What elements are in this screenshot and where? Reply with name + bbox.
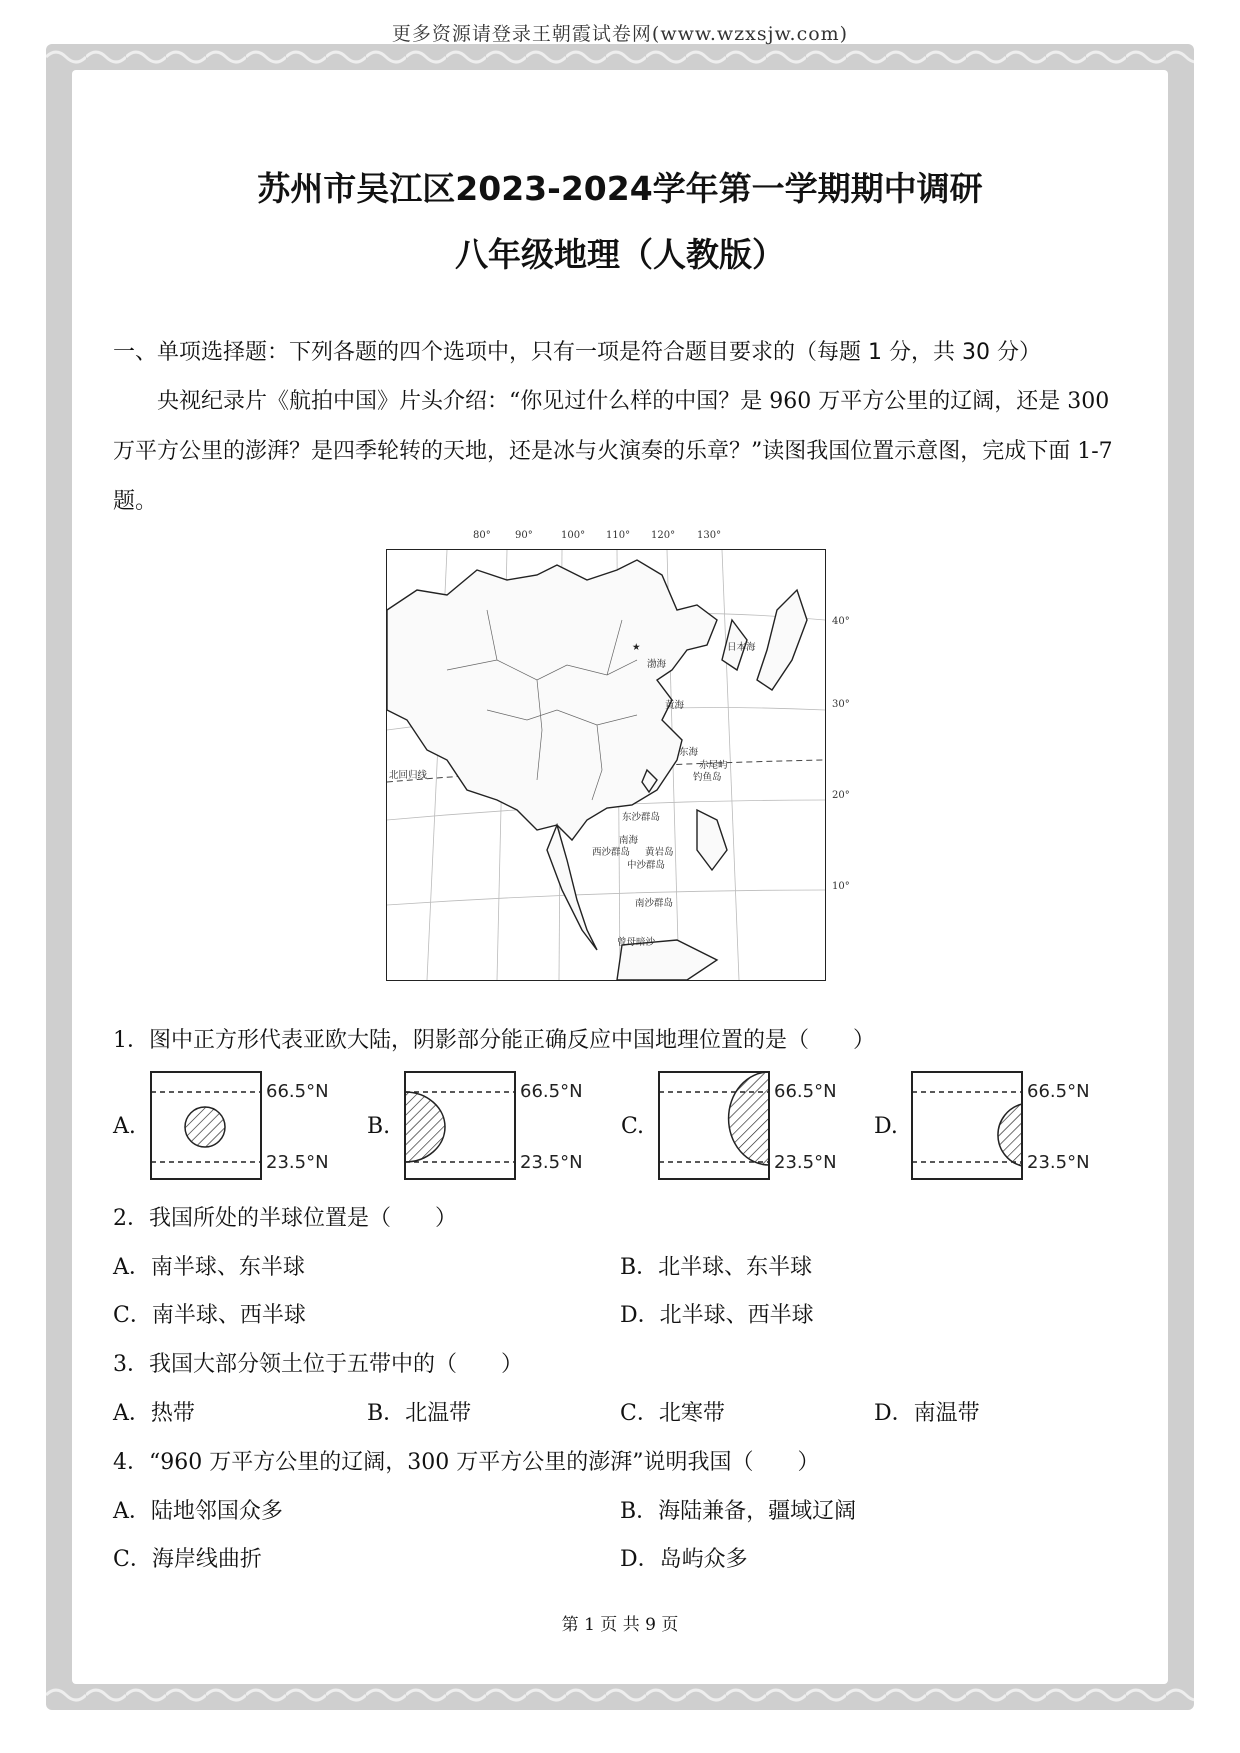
- q3-option-c[interactable]: C．北寒带: [620, 1401, 725, 1426]
- longitude-label: 130°: [697, 530, 722, 541]
- q4-option-d[interactable]: D．岛屿众多: [620, 1547, 748, 1572]
- q3-option-a[interactable]: A．热带: [113, 1401, 195, 1426]
- lat-bottom-label: 23.5°N: [266, 1152, 329, 1173]
- svg-text:钓鱼岛: 钓鱼岛: [693, 772, 722, 783]
- option-b-diagram: [405, 1072, 515, 1179]
- question-4-stem: 4．“960 万平方公里的辽阔，300 万平方公里的澎湃”说明我国（ ）: [113, 1450, 820, 1475]
- section-heading: 一、单项选择题：下列各题的四个选项中，只有一项是符合题目要求的（每题 1 分，共 30 分）: [113, 340, 1041, 365]
- exam-title: 苏州市吴江区2023-2024学年第一学期期中调研: [257, 169, 983, 208]
- svg-text:★: ★: [632, 642, 641, 653]
- lat-top-label: 66.5°N: [1027, 1081, 1090, 1102]
- option-b-label[interactable]: B.: [367, 1114, 391, 1139]
- svg-text:日本海: 日本海: [727, 642, 756, 653]
- lat-bottom-label: 23.5°N: [774, 1152, 837, 1173]
- latitude-label: 20°: [832, 790, 850, 801]
- lat-top-label: 66.5°N: [774, 1081, 837, 1102]
- svg-text:东沙群岛: 东沙群岛: [622, 812, 661, 823]
- svg-text:渤海: 渤海: [647, 659, 667, 670]
- longitude-label: 80°: [473, 530, 491, 541]
- q2-option-d[interactable]: D．北半球、西半球: [620, 1303, 814, 1328]
- latitude-label: 10°: [832, 881, 850, 892]
- option-a-diagram: [151, 1072, 261, 1179]
- svg-text:黄岩岛: 黄岩岛: [645, 847, 674, 858]
- page-number-footer: 第 1 页 共 9 页: [561, 1615, 679, 1635]
- q2-option-b[interactable]: B．北半球、东半球: [620, 1255, 813, 1280]
- svg-text:中沙群岛: 中沙群岛: [627, 860, 666, 871]
- longitude-label: 110°: [606, 530, 631, 541]
- source-banner: 更多资源请登录王朝霞试卷网(www.wzxsjw.com): [391, 23, 849, 45]
- lat-bottom-label: 23.5°N: [1027, 1152, 1090, 1173]
- svg-text:曾母暗沙: 曾母暗沙: [617, 937, 656, 948]
- q2-option-c[interactable]: C．南半球、西半球: [113, 1303, 306, 1328]
- china-location-map: [386, 549, 826, 981]
- exam-subtitle: 八年级地理（人教版）: [455, 235, 785, 274]
- longitude-label: 90°: [515, 530, 533, 541]
- lat-top-label: 66.5°N: [266, 1081, 329, 1102]
- option-d-label[interactable]: D.: [874, 1114, 898, 1139]
- lat-bottom-label: 23.5°N: [520, 1152, 583, 1173]
- option-a-label[interactable]: A.: [113, 1114, 136, 1139]
- question-3-stem: 3．我国大部分领土位于五带中的（ ）: [113, 1352, 523, 1377]
- svg-text:南海: 南海: [619, 835, 639, 846]
- q4-option-a[interactable]: A．陆地邻国众多: [113, 1499, 283, 1524]
- q4-option-b[interactable]: B．海陆兼备，疆域辽阔: [620, 1499, 857, 1524]
- option-c-label[interactable]: C.: [621, 1114, 645, 1139]
- svg-text:西沙群岛: 西沙群岛: [592, 847, 631, 858]
- q3-option-b[interactable]: B．北温带: [367, 1401, 472, 1426]
- longitude-label: 100°: [561, 530, 586, 541]
- longitude-label: 120°: [651, 530, 676, 541]
- svg-text:黄海: 黄海: [665, 700, 685, 711]
- latitude-label: 30°: [832, 699, 850, 710]
- lat-top-label: 66.5°N: [520, 1081, 583, 1102]
- svg-text:东海: 东海: [679, 747, 699, 758]
- svg-text:南沙群岛: 南沙群岛: [635, 898, 674, 909]
- option-d-diagram: [912, 1072, 1022, 1179]
- q4-option-c[interactable]: C．海岸线曲折: [113, 1547, 262, 1572]
- question-2-stem: 2．我国所处的半球位置是（ ）: [113, 1206, 457, 1231]
- q3-option-d[interactable]: D．南温带: [874, 1401, 980, 1426]
- latitude-label: 40°: [832, 616, 850, 627]
- option-c-diagram: [659, 1072, 769, 1179]
- intro-paragraph: 央视纪录片《航拍中国》片头介绍：“你见过什么样的中国？是 960 万平方公里的辽阔，还是 300 万平方公里的澎湃？是四季轮转的天地，还是冰与火演奏的乐章？”读图我国位置示意图，完成下面 1-7 题。: [113, 389, 1113, 514]
- svg-text:北回归线: 北回归线: [389, 770, 428, 781]
- svg-text:赤尾屿: 赤尾屿: [699, 760, 728, 771]
- question-1-stem: 1．图中正方形代表亚欧大陆，阴影部分能正确反应中国地理位置的是（ ）: [113, 1028, 875, 1053]
- q2-option-a[interactable]: A．南半球、东半球: [113, 1255, 305, 1280]
